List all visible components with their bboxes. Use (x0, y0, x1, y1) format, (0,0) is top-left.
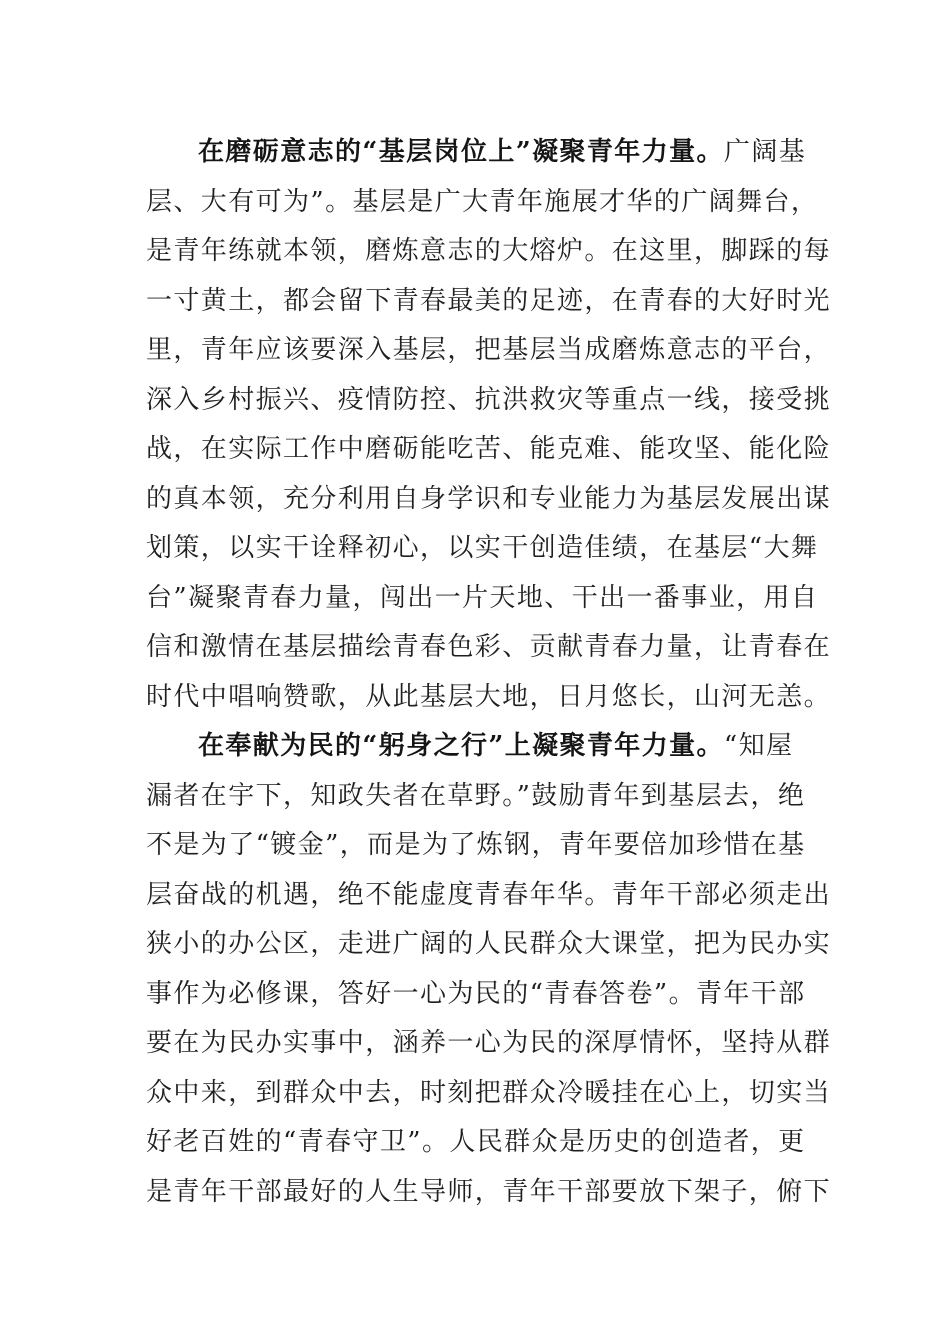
paragraph-line: 要在为民办实事中，涵养一心为民的深厚情怀，坚持从群 (146, 1028, 832, 1058)
paragraph-line: 信和激情在基层描绘青春色彩、贡献青春力量，让青春在 (146, 632, 832, 662)
paragraph-line: 好老百姓的“青春守卫”。人民群众是历史的创造者，更 (146, 1127, 806, 1157)
paragraph-line (146, 128, 807, 178)
paragraph-line: 是青年练就本领，磨炼意志的大熔炉。在这里，脚踩的每 (146, 236, 832, 266)
paragraph-line: 不是为了“镀金”，而是为了炼钢，青年要倍加珍惜在基 (146, 830, 806, 860)
paragraph-line: 是青年干部最好的人生导师，青年干部要放下架子，俯下 (146, 1176, 832, 1207)
paragraph-line: 狭小的办公区，走进广阔的人民群众大课堂，把为民办实 (146, 929, 832, 959)
paragraph-1 (146, 128, 832, 722)
paragraph-line: 层奋战的机遇，绝不能虚度青春年华。青年干部必须走出 (146, 879, 832, 910)
paragraph-line: 划策，以实干诠释初心，以实干创造佳绩，在基层“大舞 (146, 533, 819, 563)
document-body (146, 128, 832, 1217)
paragraph-line (146, 722, 794, 772)
paragraph-line: 众中来，到群众中去，时刻把群众冷暖挂在心上，切实当 (146, 1077, 832, 1108)
paragraph-line: 里，青年应该要深入基层，把基层当成磨炼意志的平台， (146, 335, 832, 365)
paragraph-line: 深入乡村振兴、疫情防控、抗洪救灾等重点一线，接受挑 (146, 384, 832, 415)
paragraph-line: 台”凝聚青春力量，闯出一片天地、干出一番事业，用自 (146, 582, 819, 613)
paragraph-heading: 在奉献为民的“躬身之行”上凝聚青年力量。 (198, 731, 724, 761)
paragraph-line: 漏者在宇下，知政失者在草野。”鼓励青年到基层去，绝 (146, 780, 806, 811)
paragraph-line: 事作为必修课，答好一心为民的“青春答卷”。青年干部 (146, 978, 806, 1009)
paragraph-line: 时代中唱响赞歌，从此基层大地，日月悠长，山河无恙。 (146, 681, 832, 712)
paragraph-text: “知屋 (723, 731, 794, 761)
paragraph-line: 的真本领，充分利用自身学识和专业能力为基层发展出谋 (146, 483, 832, 514)
paragraph-line: 战，在实际工作中磨砺能吃苦、能克难、能攻坚、能化险 (146, 434, 832, 464)
paragraph-line: 层、大有可为”。基层是广大青年施展才华的广阔舞台， (146, 186, 819, 217)
paragraph-heading: 在磨砺意志的“基层岗位上”凝聚青年力量。 (198, 137, 724, 167)
paragraph-2 (146, 722, 832, 1217)
paragraph-text: 广阔基 (723, 137, 807, 167)
paragraph-line: 一寸黄土，都会留下青春最美的足迹，在青春的大好时光 (146, 285, 832, 316)
